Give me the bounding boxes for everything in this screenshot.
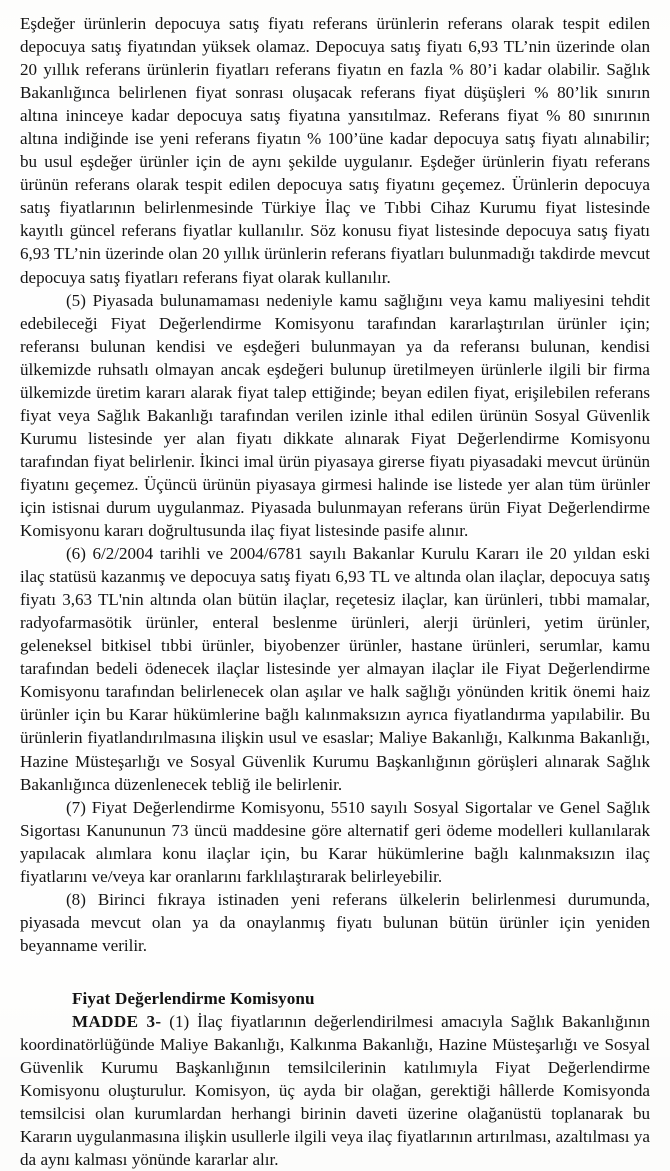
section-heading: Fiyat Değerlendirme Komisyonu (72, 988, 315, 1008)
paragraph-6: (6) 6/2/2004 tarihli ve 2004/6781 sayılı Bakanlar Kurulu Kararı ile 20 yıldan eski ilaç statüsü kazanmış ve depocuya satış fiyatı 6,93 TL ve altında olan ilaçlar, depocuya satış fiyatı 3,63 TL'nin altında olan bütün ilaçlar, reçetesiz ilaçlar, kan ürünleri, tıbbi mamalar, radyofarmasötik ürünler, enteral beslenme ürünleri, alerji ürünleri, yetim ürünler, geleneksel bitkisel tıbbi ürünler, biyobenzer ürünler, hastane ürünleri, serumlar, kamu tarafından bedeli ödenecek ilaçlar listesinde yer almayan ilaçlar ile Fiyat Değerlendirme Komisyonu tarafından belirlenecek olan aşılar ve halk sağlığı yönünden kritik önemi haiz ürünler için bu Karar hükümlerine bağlı kalınmaksızın ayrıca fiyatlandırma yapılabilir. Bu ürünlerin fiyatlandırılmasına ilişkin usul ve esaslar; Maliye Bakanlığı, Kalkınma Bakanlığı, Hazine Müsteşarlığı ve Sosyal Güvenlik Kurumu Başkanlığının görüşleri alınarak Sağlık Bakanlığınca düzenlenecek tebliğ ile belirlenir. (20, 544, 650, 794)
paragraph-4-continuation: Eşdeğer ürünlerin depocuya satış fiyatı referans ürünlerin referans olarak tespit edilen depocuya satış fiyatından yüksek olamaz. Depocuya satış fiyatı 6,93 TL’nin üzerinde olan 20 yıllık referans ürünlerin fiyatları referans fiyatın en fazla % 80’i kadar olabilir. Sağlık Bakanlığınca belirlenen fiyat sonrası oluşacak referans fiyat düşüşleri % 80’lik sınırın altına ininceye kadar depocuya satış fiyatına yansıtılmaz. Referans fiyat % 80 sınırının altına indiğinde ise yeni referans fiyatın % 100’üne kadar depocuya satış fiyatı alınabilir; bu usul eşdeğer ürünler için de aynı şekilde uygulanır. Eşdeğer ürünlerin fiyatı referans ürünün referans olarak tespit edilen depocuya satış fiyatını geçemez. Ürünlerin depocuya satış fiyatlarının belirlenmesinde Türkiye İlaç ve Tıbbi Cihaz Kurumu fiyat listesinde kayıtlı güncel referans fiyatlar kullanılır. Söz konusu fiyat listesinde depocuya satış fiyatı 6,93 TL’nin üzerinde olan 20 yıllık ürünlerin referans fiyatları bulunmadığı takdirde mevcut depocuya satış fiyatları referans fiyat olarak kullanılır. (20, 14, 650, 287)
paragraph-7: (7) Fiyat Değerlendirme Komisyonu, 5510 sayılı Sosyal Sigortalar ve Genel Sağlık Sigortası Kanununun 73 üncü maddesine göre alternatif geri ödeme modelleri kullanılarak yapılacak alımlara konu ilaçlar için, bu Karar hükümlerine bağlı kalınmaksızın ilaç fiyatlarını ve/veya kar oranlarını farklılaştırarak belirleyebilir. (20, 797, 650, 886)
document-body (20, 12, 650, 1171)
madde-number-label: MADDE 3- (72, 1011, 162, 1031)
madde-3-paragraph (20, 1010, 650, 1171)
fikra-number: (1) (169, 1011, 190, 1031)
paragraph-5: (5) Piyasada bulunamaması nedeniyle kamu sağlığını veya kamu maliyesini tehdit edebileceği Fiyat Değerlendirme Komisyonu tarafından kararlaştırılan ürünler için; referansı bulunan kendisi ve eşdeğeri bulunmayan ya da referansı bulunan, kendisi ülkemizde ruhsatlı olmayan ancak eşdeğeri bulunup üretilmeyen ürünlerle ilgili bir firma ülkemizde üretim kararı alarak fiyat talep ettiğinde; beyan edilen fiyat, erişilebilen referans fiyat veya Sağlık Bakanlığı tarafından verilen izinle ithal edilen ürünün Sosyal Güvenlik Kurumu listesinde yer alan fiyatı dikkate alınarak Fiyat Değerlendirme Komisyonu tarafından fiyat belirlenir. İkinci imal ürün piyasaya girerse fiyatı piyasadaki mevcut ürünün fiyatını geçemez. Üçüncü ürünün piyasaya girmesi halinde ise listede yer alan tüm ürünler için istisnai durum uygulanmaz. Piyasada bulunmayan referans ürün Fiyat Değerlendirme Komisyonu kararı doğrultusunda ilaç fiyat listesinde pasife alınır. (20, 290, 650, 541)
madde-body-text: İlaç fiyatlarının değerlendirilmesi amacıyla Sağlık Bakanlığının koordinatörlüğünde Maliye Bakanlığı, Kalkınma Bakanlığı, Hazine Müsteşarlığı ve Sosyal Güvenlik Kurumu Başkanlığının temsilcilerinin katılımıyla Fiyat Değerlendirme Komisyonu oluşturulur. Komisyon, üç ayda bir olağan, gerektiği hâllerde Komisyonda temsilcisi olan kurumlardan herhangi birinin daveti üzerine olağanüstü toplanarak bu Kararın uygulanmasına ilişkin usullerle ilgili veya ilaç fiyatlarının artırılması, azaltılması ya da aynı kalması yönünde kararlar alır. (20, 1011, 650, 1170)
paragraph-8: (8) Birinci fıkraya istinaden yeni referans ülkelerin belirlenmesi durumunda, piyasada mevcut olan ya da onaylanmış fiyatı bulunan bütün ürünler için yeniden beyanname verilir. (20, 889, 650, 955)
